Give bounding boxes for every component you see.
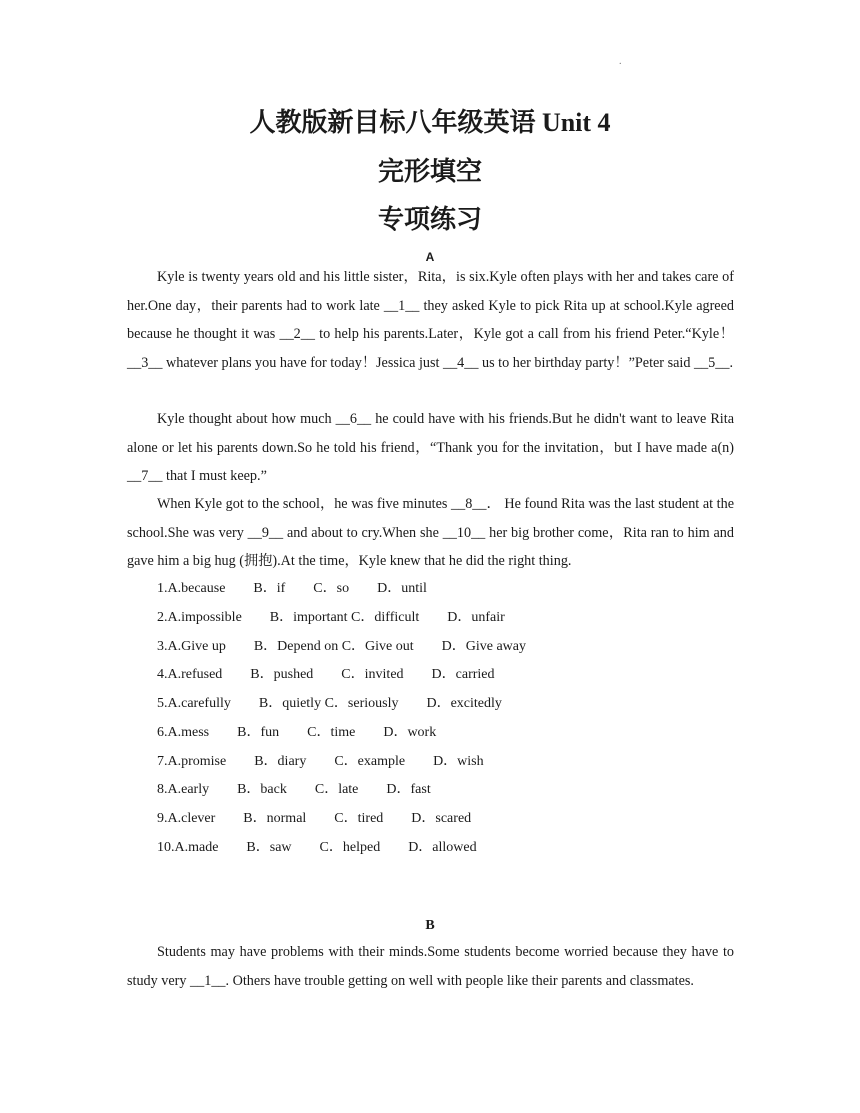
option-row: 4.A.refused B．pushed C．invited D．carried xyxy=(157,667,495,683)
option-row: 7.A.promise B．diary C．example D．wish xyxy=(157,753,484,769)
options-list xyxy=(157,575,526,863)
option-row: 2.A.impossible B．important C．difficult D．unfair xyxy=(157,609,505,625)
section-a-paragraph: Kyle is twenty years old and his little sister，Rita，is six.Kyle often plays with her and takes care of her.One day，their parents had to work late __1__ they asked Kyle to pick Rita up at school.Kyle agreed because he thought it was __2__ to help his parents.Later，Kyle got a call from his friend Peter.“Kyle！__3__ whatever plans you have for today！Jessica just __4__ us to her birthday party！”Peter said __5__. xyxy=(127,269,734,371)
option-row: 6.A.mess B．fun C．time D．work xyxy=(157,724,437,740)
option-row: 8.A.early B．back C．late D．fast xyxy=(157,782,431,798)
section-a-paragraph: Kyle thought about how much __6__ he could have with his friends.But he didn't want to leave Rita alone or let his parents down.So he told his friend，“Thank you for the invitation，but I have made a(n) __7__ that I must keep.” xyxy=(127,411,734,484)
option-row: 9.A.clever B．normal C．tired D．scared xyxy=(157,811,472,826)
header-mark: . xyxy=(619,56,622,67)
page-subtitle: 完形填空 xyxy=(377,157,482,186)
page-subtitle-2: 专项练习 xyxy=(377,205,482,234)
section-a-paragraph: When Kyle got to the school，he was five minutes __8__． He found Rita was the last student at the school.She was very __9__ and about to cry.When she __10__ her big brother come，Rita ran to him and gave him a big hug (拥抱).At the time，Kyle knew that he did the right thing. xyxy=(127,496,734,569)
option-row: 5.A.carefully B．quietly C．seriously D．excitedly xyxy=(157,696,502,711)
option-row: 1.A.because B．if C．so D．until xyxy=(157,581,427,596)
option-row: 10.A.made B．saw C．helped D．allowed xyxy=(157,839,477,855)
section-b-paragraph: Students may have problems with their minds.Some students become worried because they have to study very __1__. Others have trouble getting on well with people like their parents and classmates. xyxy=(127,944,734,989)
section-a-label: A xyxy=(425,250,435,264)
page-title: 人教版新目标八年级英语 Unit 4 xyxy=(249,108,611,137)
option-row: 3.A.Give up B．Depend on C．Give out D．Give away xyxy=(157,638,527,654)
section-b-label: B xyxy=(425,918,435,933)
